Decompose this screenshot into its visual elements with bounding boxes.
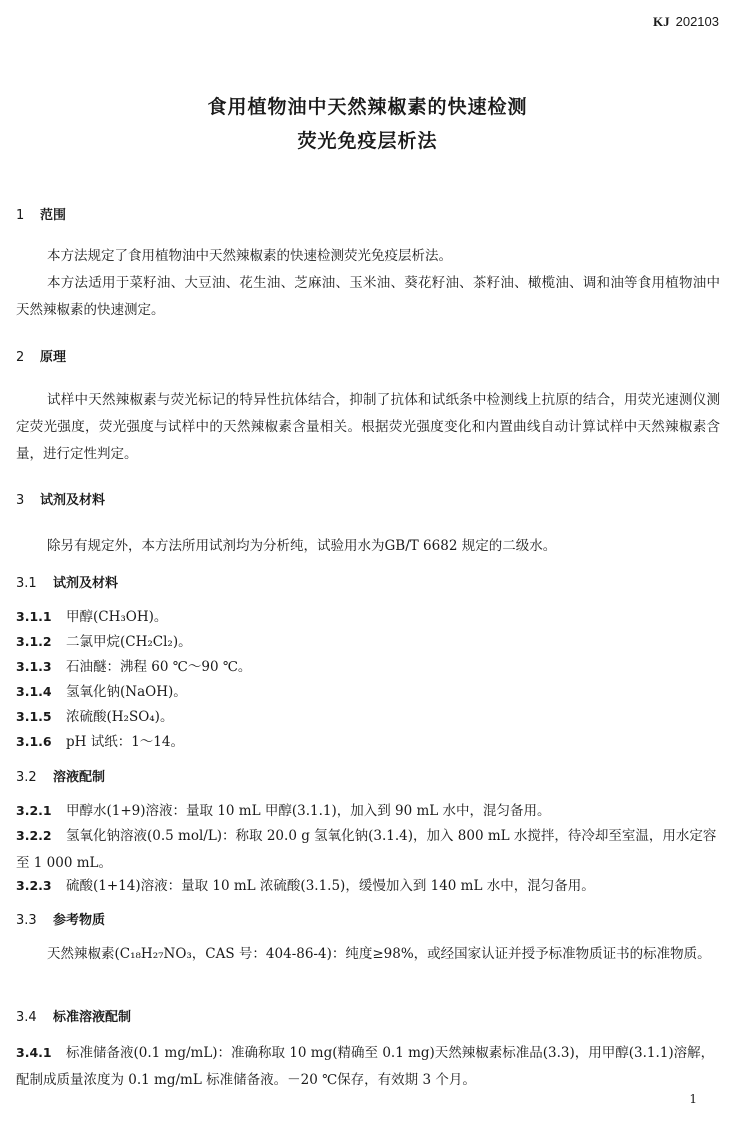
section-1-heading: 1 范围 <box>16 208 67 223</box>
code-number: 202103 <box>675 14 719 29</box>
section-3-heading: 3 试剂及材料 <box>16 493 106 508</box>
section-3-2-heading: 3.2 溶液配制 <box>16 770 106 785</box>
page-number: 1 <box>689 1092 697 1106</box>
section-3-para-1: 除另有规定外，本方法所用试剂均为分析纯，试验用水为GB/T 6682 规定的二级水。 <box>47 538 557 554</box>
section-3-3-heading: 3.3 参考物质 <box>16 913 106 928</box>
item-3-1-3: 3.1.3 石油醚：沸程 60 ℃～90 ℃。 <box>16 659 252 675</box>
title-line-1: 食用植物油中天然辣椒素的快速检测 <box>207 96 528 118</box>
section-1-para-1: 本方法规定了食用植物油中天然辣椒素的快速检测荧光免疫层析法。 <box>47 248 452 264</box>
title-line-2: 荧光免疫层析法 <box>297 130 438 152</box>
item-3-1-5: 3.1.5 浓硫酸(H₂SO₄)。 <box>16 709 174 725</box>
item-3-1-4: 3.1.4 氢氧化钠(NaOH)。 <box>16 684 187 700</box>
item-3-2-2: 3.2.2 氢氧化钠溶液(0.5 mol/L)：称取 20.0 g 氢氧化钠(3.1.4)，加入 800 mL 水搅拌，待冷却至室温，用水定容至 1 000 mL。 <box>16 828 717 871</box>
section-2-heading: 2 原理 <box>16 350 67 365</box>
section-2-para-1: 试样中天然辣椒素与荧光标记的特异性抗体结合，抑制了抗体和试纸条中检测线上抗原的结合，用荧光速测仪测定荧光强度，荧光强度与试样中的天然辣椒素含量相关。根据荧光强度变化和内置曲线自动计算试样中天然辣椒素含量，进行定性判定。 <box>16 392 720 462</box>
item-3-2-1: 3.2.1 甲醇水(1+9)溶液：量取 10 mL 甲醇(3.1.1)，加入到 90 mL 水中，混匀备用。 <box>16 803 551 819</box>
section-3-1-heading: 3.1 试剂及材料 <box>16 576 119 591</box>
item-3-1-2: 3.1.2 二氯甲烷(CH₂Cl₂)。 <box>16 634 192 650</box>
code-prefix: KJ <box>652 14 670 29</box>
item-3-1-6: 3.1.6 pH 试纸：1～14。 <box>16 734 184 750</box>
item-3-4-1: 3.4.1 标准储备液(0.1 mg/mL)：准确称取 10 mg(精确至 0.1 mg)天然辣椒素标准品(3.3)，用甲醇(3.1.1)溶解，配制成质量浓度为 0.1 mg/mL 标准储备液。－20 ℃保存，有效期 3 个月。 <box>16 1045 715 1088</box>
document-code <box>653 14 719 30</box>
section-1-para-2: 本方法适用于菜籽油、大豆油、花生油、芝麻油、玉米油、葵花籽油、茶籽油、橄榄油、调和油等食用植物油中天然辣椒素的快速测定。 <box>16 275 720 318</box>
item-3-2-3: 3.2.3 硫酸(1+14)溶液：量取 10 mL 浓硫酸(3.1.5)，缓慢加入到 140 mL 水中，混匀备用。 <box>16 878 595 894</box>
section-3-4-heading: 3.4 标准溶液配制 <box>16 1010 132 1025</box>
section-3-3-para-1: 天然辣椒素(C₁₈H₂₇NO₃，CAS 号：404-86-4)：纯度≥98%，或经国家认证并授予标准物质证书的标准物质。 <box>47 946 711 962</box>
item-3-1-1: 3.1.1 甲醇(CH₃OH)。 <box>16 609 168 625</box>
